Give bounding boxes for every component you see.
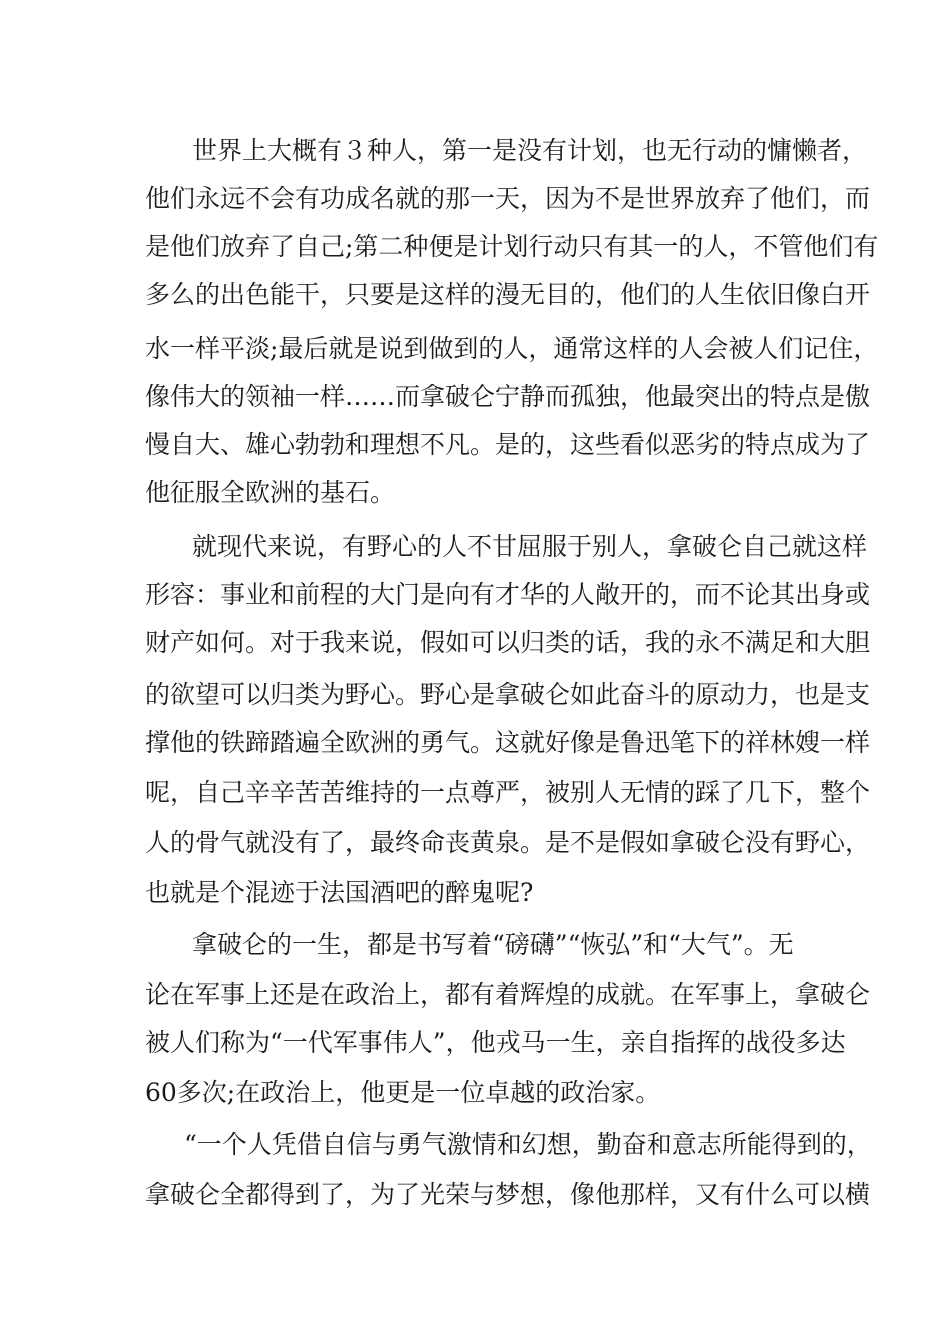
paragraph-1-line-1: 世界上大概有３种人，第一是没有计划，也无行动的慵懒者， (192, 136, 868, 165)
paragraph-3-line-2: 论在军事上还是在政治上，都有着辉煌的成就。在军事上，拿破仑 (145, 980, 871, 1009)
paragraph-3-line-3: 被人们称为“一代军事伟人”，他戎马一生，亲自指挥的战役多达 (145, 1028, 846, 1057)
paragraph-2-line-2: 形容：事业和前程的大门是向有才华的人敞开的，而不论其出身或 (145, 580, 871, 609)
paragraph-1-line-6: 像伟大的领袖一样……而拿破仑宁静而孤独，他最突出的特点是傲 (145, 382, 871, 411)
paragraph-1-line-4: 多么的出色能干，只要是这样的漫无目的，他们的人生依旧像白开 (145, 280, 871, 309)
paragraph-3-line-1: 拿破仑的一生，都是书写着“磅礴”“恢弘”和“大气”。无 (192, 930, 794, 959)
paragraph-1-line-8: 他征服全欧洲的基石。 (145, 478, 396, 507)
paragraph-4-line-1: “一个人凭借自信与勇气激情和幻想，勤奋和意志所能得到的， (184, 1130, 872, 1159)
paragraph-2-line-6: 呢，自己辛辛苦苦维持的一点尊严，被别人无情的踩了几下，整个 (145, 778, 871, 807)
paragraph-3-line-4: 60多次;在政治上，他更是一位卓越的政治家。 (145, 1078, 661, 1107)
paragraph-2-line-7: 人的骨气就没有了，最终命丧黄泉。是不是假如拿破仑没有野心， (145, 828, 871, 857)
paragraph-2-line-3: 财产如何。对于我来说，假如可以归类的话，我的永不满足和大胆 (145, 628, 871, 657)
paragraph-1-line-5: 水一样平淡;最后就是说到做到的人，通常这样的人会被人们记住， (145, 334, 879, 363)
paragraph-1-line-7: 慢自大、雄心勃勃和理想不凡。是的，这些看似恶劣的特点成为了 (145, 430, 871, 459)
paragraph-2-line-4: 的欲望可以归类为野心。野心是拿破仑如此奋斗的原动力，也是支 (145, 680, 871, 709)
paragraph-4-line-2: 拿破仑全都得到了，为了光荣与梦想，像他那样，又有什么可以横 (145, 1180, 871, 1209)
paragraph-1-line-3: 是他们放弃了自己;第二种便是计划行动只有其一的人，不管他们有 (145, 232, 879, 261)
paragraph-2-line-8: 也就是个混迹于法国酒吧的醉鬼呢? (145, 878, 534, 907)
paragraph-2-line-1: 就现代来说，有野心的人不甘屈服于别人，拿破仑自己就这样 (192, 532, 868, 561)
paragraph-1-line-2: 他们永远不会有功成名就的那一天，因为不是世界放弃了他们，而 (145, 184, 871, 213)
paragraph-2-line-5: 撑他的铁蹄踏遍全欧洲的勇气。这就好像是鲁迅笔下的祥林嫂一样 (145, 728, 871, 757)
